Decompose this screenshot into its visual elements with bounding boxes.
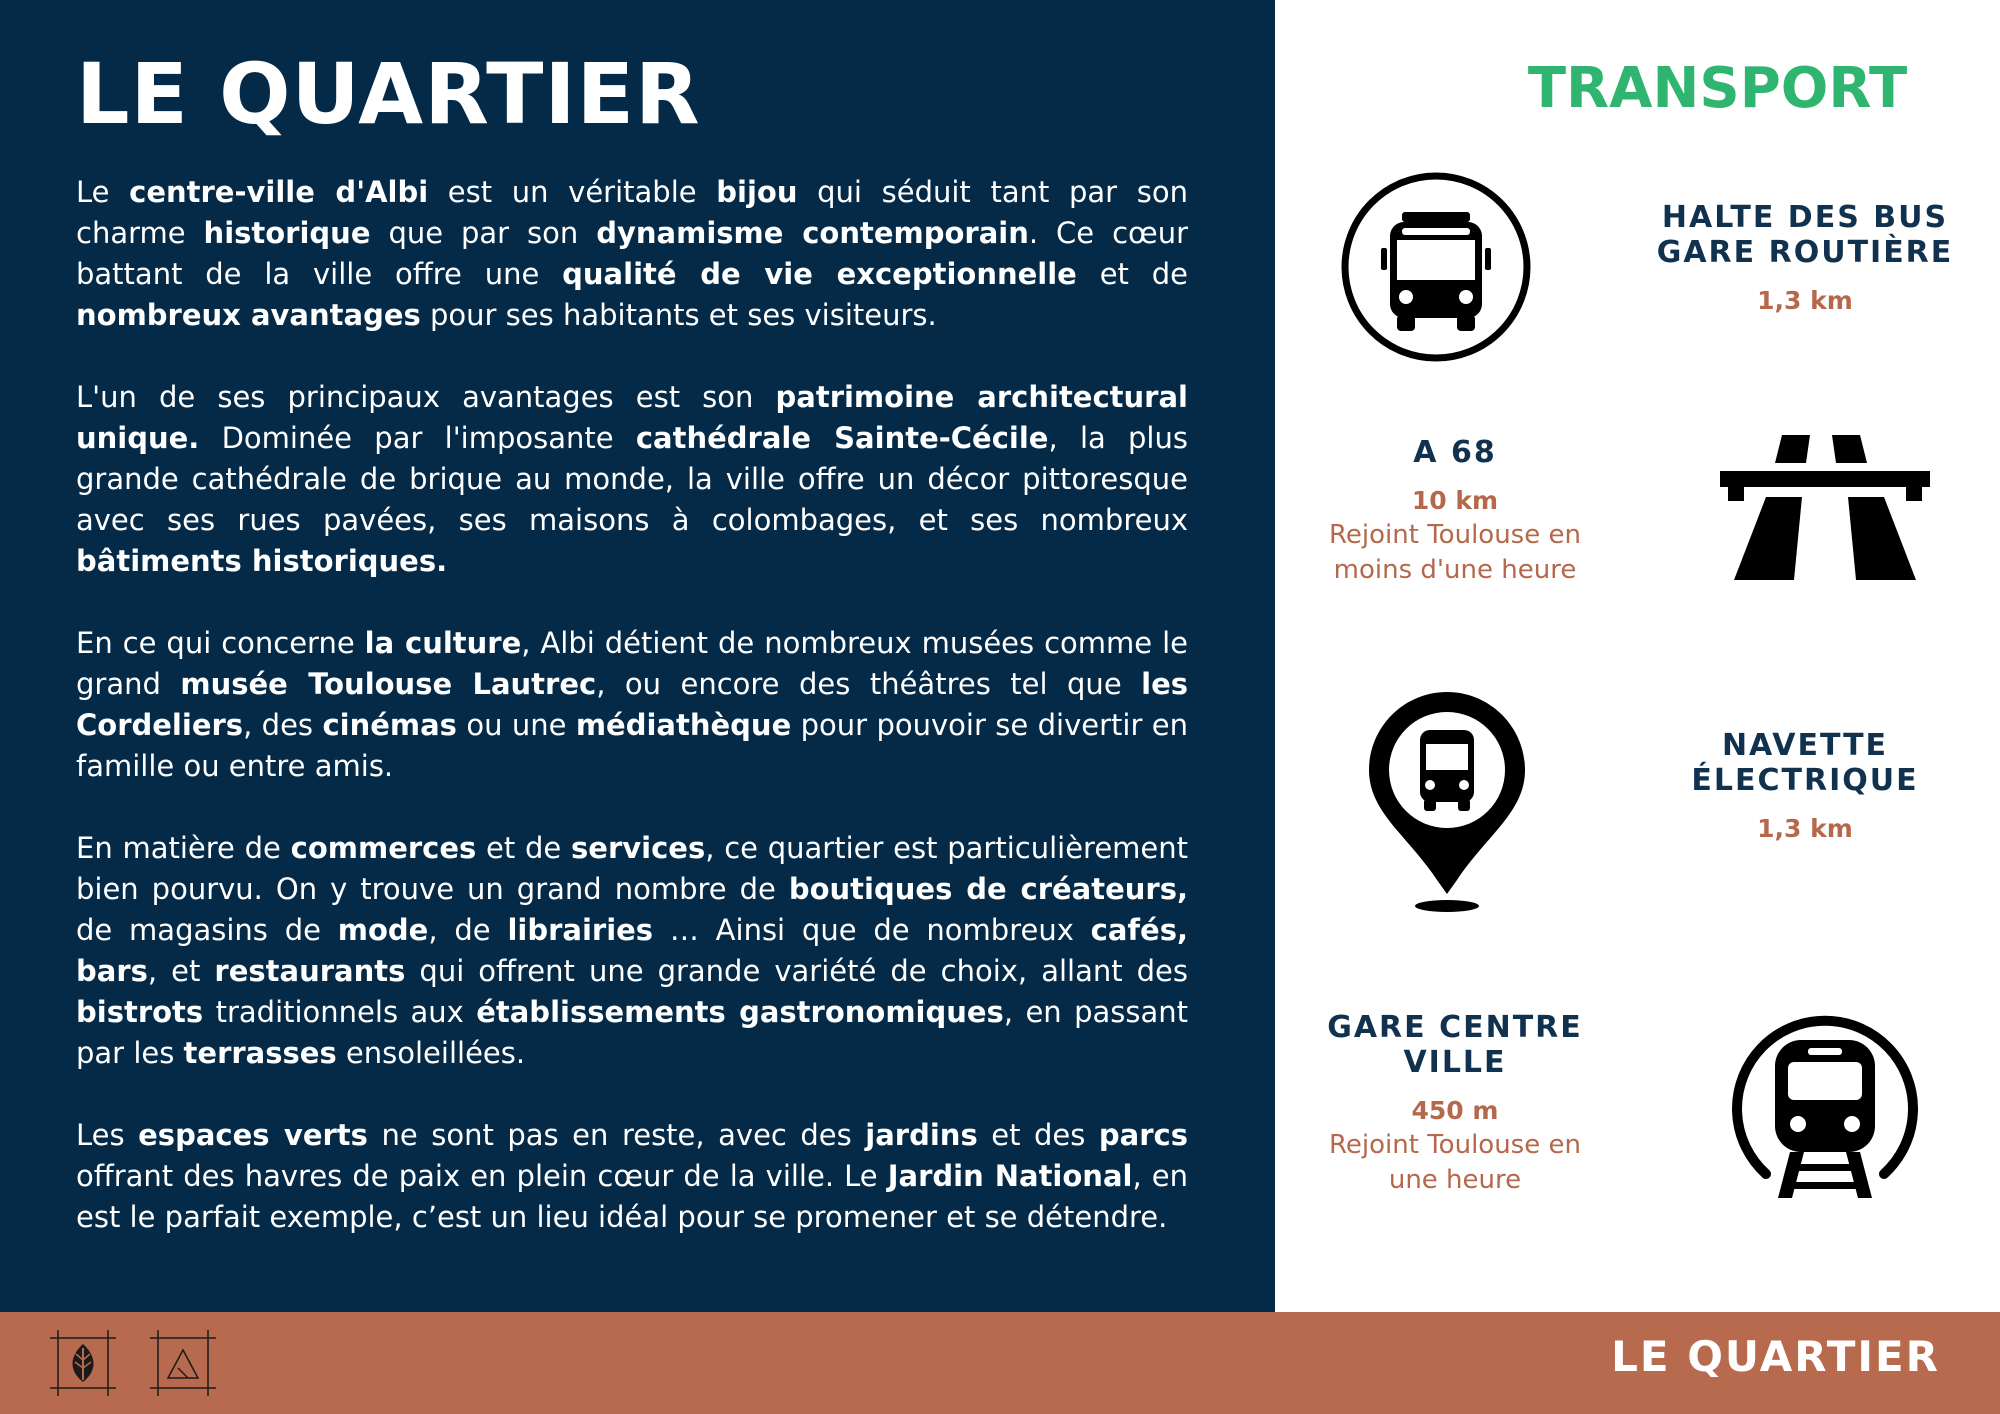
shuttle-info: [1655, 728, 1955, 846]
bus-stop-pin-icon: [1367, 690, 1527, 914]
text-run: et de: [1076, 257, 1188, 291]
text-run: et des: [977, 1118, 1099, 1152]
emphasis-text: centre-ville d'Albi: [129, 175, 429, 209]
highway-icon: [1720, 435, 1930, 585]
emphasis-text: historique: [203, 216, 371, 250]
transport-note: Rejoint Toulouse en une heure: [1329, 1130, 1581, 1195]
emphasis-text: bâtiments historiques.: [76, 544, 448, 578]
text-run: , la plus grande cathédrale de brique au monde, la ville offre un décor pittoresque avec ses rues pavées, ses maisons à colombages, et ses nombreux: [76, 421, 1188, 537]
paragraph: [76, 377, 1188, 582]
emphasis-text: nombreux avantages: [76, 298, 421, 332]
paragraph: [76, 172, 1188, 336]
text-run: L'un de ses principaux avantages est son: [76, 380, 776, 414]
emphasis-text: librairies: [507, 913, 654, 947]
text-run: , en est le parfait exemple, c’est un lieu idéal pour se promener et se détendre.: [76, 1159, 1189, 1234]
transport-distance: 10 km: [1411, 486, 1499, 515]
text-run: , ce quartier est particulièrement bien pourvu. On y trouve un grand nombre de: [76, 831, 1189, 906]
emphasis-text: jardins: [865, 1118, 978, 1152]
emphasis-text: boutiques de créateurs,: [788, 872, 1188, 906]
mountain-logo-icon: [150, 1330, 216, 1400]
transport-label: GARE CENTRE VILLE: [1327, 1010, 1583, 1080]
emphasis-text: médiathèque: [575, 708, 792, 742]
emphasis-text: dynamisme contemporain: [596, 216, 1029, 250]
emphasis-text: les Cordeliers: [76, 667, 1189, 742]
text-run: , et: [147, 954, 215, 988]
emphasis-text: parcs: [1098, 1118, 1188, 1152]
emphasis-text: commerces: [290, 831, 477, 865]
text-run: et de: [476, 831, 572, 865]
text-run: . Ce cœur battant de la ville offre une: [76, 216, 1188, 291]
text-run: , de: [428, 913, 508, 947]
description-text: [76, 172, 1188, 1279]
text-run: Le: [76, 175, 130, 209]
text-run: ou une: [456, 708, 576, 742]
footer-title: LE QUARTIER: [1611, 1332, 1940, 1381]
emphasis-text: cafés, bars: [76, 913, 1188, 988]
emphasis-text: la culture: [364, 626, 522, 660]
text-run: traditionnels aux: [203, 995, 477, 1029]
text-run: En matière de: [76, 831, 291, 865]
transport-distance: 1,3 km: [1757, 814, 1853, 843]
text-run: , en passant par les: [76, 995, 1189, 1070]
emphasis-text: bijou: [716, 175, 798, 209]
paragraph: [76, 623, 1188, 787]
transport-title: TRANSPORT: [1527, 56, 1908, 121]
text-run: que par son: [370, 216, 597, 250]
bus-station-info: [1655, 200, 1955, 318]
emphasis-text: Jardin National: [887, 1159, 1133, 1193]
emphasis-text: services: [571, 831, 706, 865]
emphasis-text: établissements gastronomiques: [476, 995, 1004, 1029]
transport-distance: 1,3 km: [1757, 286, 1853, 315]
text-run: Dominée par l'imposante: [199, 421, 636, 455]
text-run: offrant des havres de paix en plein cœur de la ville. Le: [76, 1159, 888, 1193]
text-run: ne sont pas en reste, avec des: [367, 1118, 866, 1152]
emphasis-text: patrimoine architectural unique.: [76, 380, 1188, 455]
emphasis-text: qualité de vie exceptionnelle: [562, 257, 1077, 291]
text-run: Les: [76, 1118, 139, 1152]
text-run: pour ses habitants et ses visiteurs.: [420, 298, 937, 332]
emphasis-text: musée Toulouse Lautrec: [180, 667, 597, 701]
emphasis-text: espaces verts: [138, 1118, 368, 1152]
transport-label: A 68: [1413, 435, 1497, 470]
paragraph: [76, 828, 1188, 1074]
transport-distance: 450 m: [1411, 1096, 1499, 1125]
text-run: qui séduit tant par son charme: [76, 175, 1188, 250]
page-title: LE QUARTIER: [76, 45, 701, 143]
footer-bar: [0, 1312, 2000, 1414]
transport-label: HALTE DES BUS GARE ROUTIÈRE: [1656, 200, 1954, 270]
emphasis-text: cathédrale Sainte-Cécile: [635, 421, 1049, 455]
bus-icon: [1339, 170, 1533, 364]
text-run: , ou encore des théâtres tel que: [596, 667, 1142, 701]
emphasis-text: mode: [337, 913, 429, 947]
emphasis-text: bistrots: [76, 995, 204, 1029]
text-run: est un véritable: [428, 175, 717, 209]
train-station-info: [1305, 1010, 1605, 1198]
text-run: , Albi détient de nombreux musées comme le grand: [76, 626, 1188, 701]
paragraph: [76, 1115, 1188, 1238]
text-run: … Ainsi que de nombreux: [653, 913, 1091, 947]
transport-note: Rejoint Toulouse en moins d'une heure: [1329, 520, 1581, 585]
text-run: , des: [243, 708, 323, 742]
text-run: ensoleillées.: [336, 1036, 526, 1070]
emphasis-text: restaurants: [214, 954, 406, 988]
leaf-logo-icon: [50, 1330, 116, 1400]
emphasis-text: cinémas: [322, 708, 457, 742]
text-run: qui offrent une grande variété de choix, allant des: [405, 954, 1188, 988]
transport-panel: [1275, 0, 2000, 1312]
transport-label: NAVETTE ÉLECTRIQUE: [1691, 728, 1919, 798]
text-run: En ce qui concerne: [76, 626, 365, 660]
highway-info: [1305, 435, 1605, 588]
train-icon: [1730, 1002, 1920, 1198]
text-run: pour pouvoir se divertir en famille ou entre amis.: [76, 708, 1188, 783]
text-run: de magasins de: [76, 913, 338, 947]
emphasis-text: terrasses: [183, 1036, 337, 1070]
